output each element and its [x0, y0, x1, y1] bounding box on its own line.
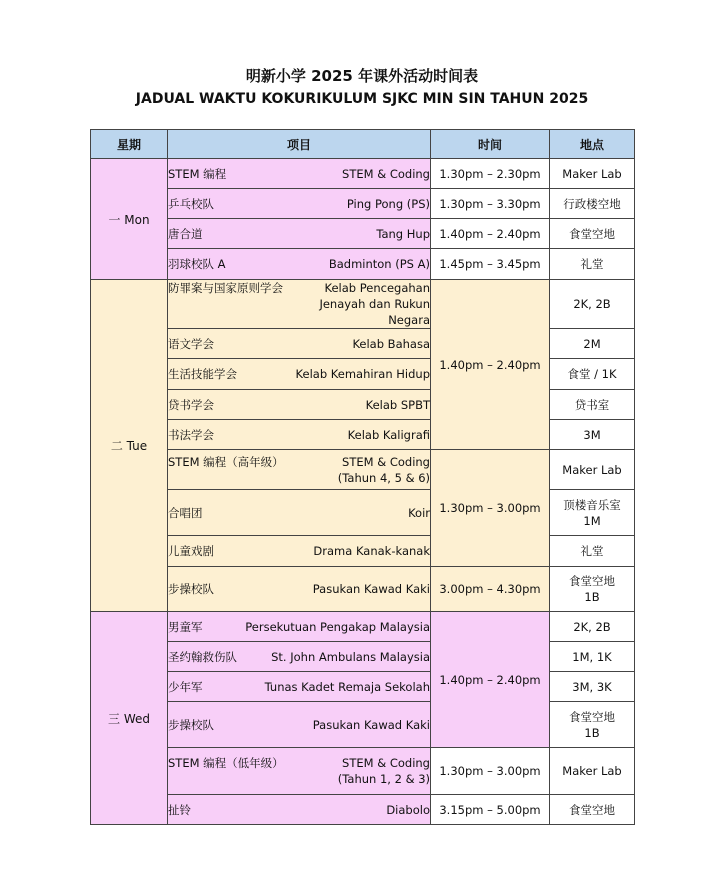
- activity-ms: Drama Kanak-kanak: [313, 544, 430, 558]
- activity-cn: 唐合道: [168, 226, 203, 241]
- activity-cn: 防罪案与国家原则学会: [168, 281, 283, 295]
- time-cell: 3.00pm – 4.30pm: [431, 567, 550, 612]
- header-activity: 项目: [168, 130, 431, 159]
- title-block: [0, 66, 724, 109]
- place-cell: 行政楼空地: [550, 189, 635, 219]
- place-cell: 礼堂: [550, 536, 635, 567]
- table-row: [91, 359, 635, 390]
- activity-cn: 圣约翰救伤队: [168, 649, 237, 664]
- place-cell: 顶楼音乐室 1M: [550, 490, 635, 536]
- table-row: [91, 219, 635, 249]
- activity-ms: Kelab Pencegahan Jenayah dan Rukun Negara: [319, 281, 430, 327]
- activity-cn: 扯铃: [168, 802, 191, 817]
- activity-cn: 步操校队: [168, 582, 214, 596]
- time-cell-merged: 1.40pm – 2.40pm: [431, 280, 550, 450]
- day-tuesday: 二 Tue: [91, 280, 168, 612]
- table-row: [91, 536, 635, 567]
- place-cell: Maker Lab: [550, 159, 635, 189]
- activity-ms: Kelab Kaligrafi: [347, 427, 430, 442]
- header-row: [91, 130, 635, 159]
- activity-ms: Koir: [408, 505, 430, 520]
- activity-ms: Tunas Kadet Remaja Sekolah: [264, 679, 430, 694]
- place-cell: Maker Lab: [550, 748, 635, 795]
- activity-ms: Kelab SPBT: [365, 397, 430, 412]
- activity-ms: Badminton (PS A): [328, 257, 430, 271]
- table-row: [91, 329, 635, 359]
- activity-ms: St. John Ambulans Malaysia: [271, 649, 430, 664]
- activity-ms: STEM & Coding (Tahun 4, 5 & 6): [337, 454, 430, 485]
- activity-ms: Kelab Kemahiran Hidup: [295, 367, 430, 381]
- table-row: [91, 795, 635, 825]
- activity-ms: Diabolo: [386, 802, 430, 817]
- activity-cn: 乒乓校队: [168, 196, 214, 211]
- activity-cn: 羽球校队 A: [168, 257, 226, 271]
- time-cell: 1.30pm – 3.30pm: [431, 189, 550, 219]
- activity-cn: STEM 编程（低年级）: [168, 756, 284, 770]
- activity-ms: STEM & Coding (Tahun 1, 2 & 3): [337, 756, 430, 786]
- activity-ms: Pasukan Kawad Kaki: [312, 717, 430, 732]
- table-row: [91, 702, 635, 748]
- header-place: 地点: [550, 130, 635, 159]
- activity-cn: 贷书学会: [168, 397, 214, 412]
- table-row: [91, 159, 635, 189]
- place-cell: 食堂空地 1B: [550, 567, 635, 612]
- place-cell: 食堂空地 1B: [550, 702, 635, 748]
- activity-cn: 合唱团: [168, 505, 203, 520]
- time-cell: 3.15pm – 5.00pm: [431, 795, 550, 825]
- time-cell-merged: 1.30pm – 3.00pm: [431, 450, 550, 567]
- table-row: [91, 450, 635, 490]
- activity-cn: STEM 编程: [168, 166, 227, 181]
- table-row: [91, 490, 635, 536]
- place-cell: 贷书室: [550, 390, 635, 420]
- activity-cn: 男童军: [168, 619, 203, 634]
- activity-cn: 儿童戏剧: [168, 544, 214, 558]
- place-cell: 2M: [550, 329, 635, 359]
- activity-ms: Kelab Bahasa: [352, 336, 430, 351]
- activity-cn: 少年军: [168, 679, 203, 694]
- activity-cn: 步操校队: [168, 717, 214, 732]
- place-cell: 食堂空地: [550, 219, 635, 249]
- table-row: [91, 672, 635, 702]
- activity-cn: STEM 编程（高年级）: [168, 454, 284, 469]
- table-row: [91, 420, 635, 450]
- place-cell: 2K, 2B: [550, 280, 635, 329]
- table-row: [91, 390, 635, 420]
- time-cell: 1.30pm – 2.30pm: [431, 159, 550, 189]
- title-chinese: 明新小学 2025 年课外活动时间表: [245, 67, 479, 85]
- table-row: [91, 280, 635, 329]
- place-cell: 2K, 2B: [550, 612, 635, 642]
- time-cell: 1.45pm – 3.45pm: [431, 249, 550, 280]
- table-row: [91, 567, 635, 612]
- schedule-table: [90, 129, 635, 825]
- activity-ms: Tang Hup: [376, 226, 430, 241]
- place-cell: 3M: [550, 420, 635, 450]
- header-time: 时间: [431, 130, 550, 159]
- time-cell: 1.40pm – 2.40pm: [431, 219, 550, 249]
- table-row: [91, 748, 635, 795]
- activity-ms: Persekutuan Pengakap Malaysia: [245, 619, 430, 634]
- activity-ms: Ping Pong (PS): [346, 196, 430, 211]
- place-cell: 礼堂: [550, 249, 635, 280]
- time-cell: 1.30pm – 3.00pm: [431, 748, 550, 795]
- day-wednesday: 三 Wed: [91, 612, 168, 825]
- table-row: [91, 189, 635, 219]
- place-cell: 食堂空地: [550, 795, 635, 825]
- day-monday: 一 Mon: [91, 159, 168, 280]
- activity-ms: STEM & Coding: [342, 166, 430, 181]
- header-day: 星期: [91, 130, 168, 159]
- title-malay: JADUAL WAKTU KOKURIKULUM SJKC MIN SIN TAHUN 2025: [135, 91, 589, 107]
- place-cell: 3M, 3K: [550, 672, 635, 702]
- activity-cn: 书法学会: [168, 427, 214, 442]
- time-cell-merged: 1.40pm – 2.40pm: [431, 612, 550, 748]
- table-row: [91, 249, 635, 280]
- activity-cn: 语文学会: [168, 336, 214, 351]
- table-row: [91, 642, 635, 672]
- place-cell: Maker Lab: [550, 450, 635, 490]
- place-cell: 食堂 / 1K: [550, 359, 635, 390]
- activity-cn: 生活技能学会: [168, 367, 237, 381]
- activity-ms: Pasukan Kawad Kaki: [312, 582, 430, 596]
- place-cell: 1M, 1K: [550, 642, 635, 672]
- table-row: [91, 612, 635, 642]
